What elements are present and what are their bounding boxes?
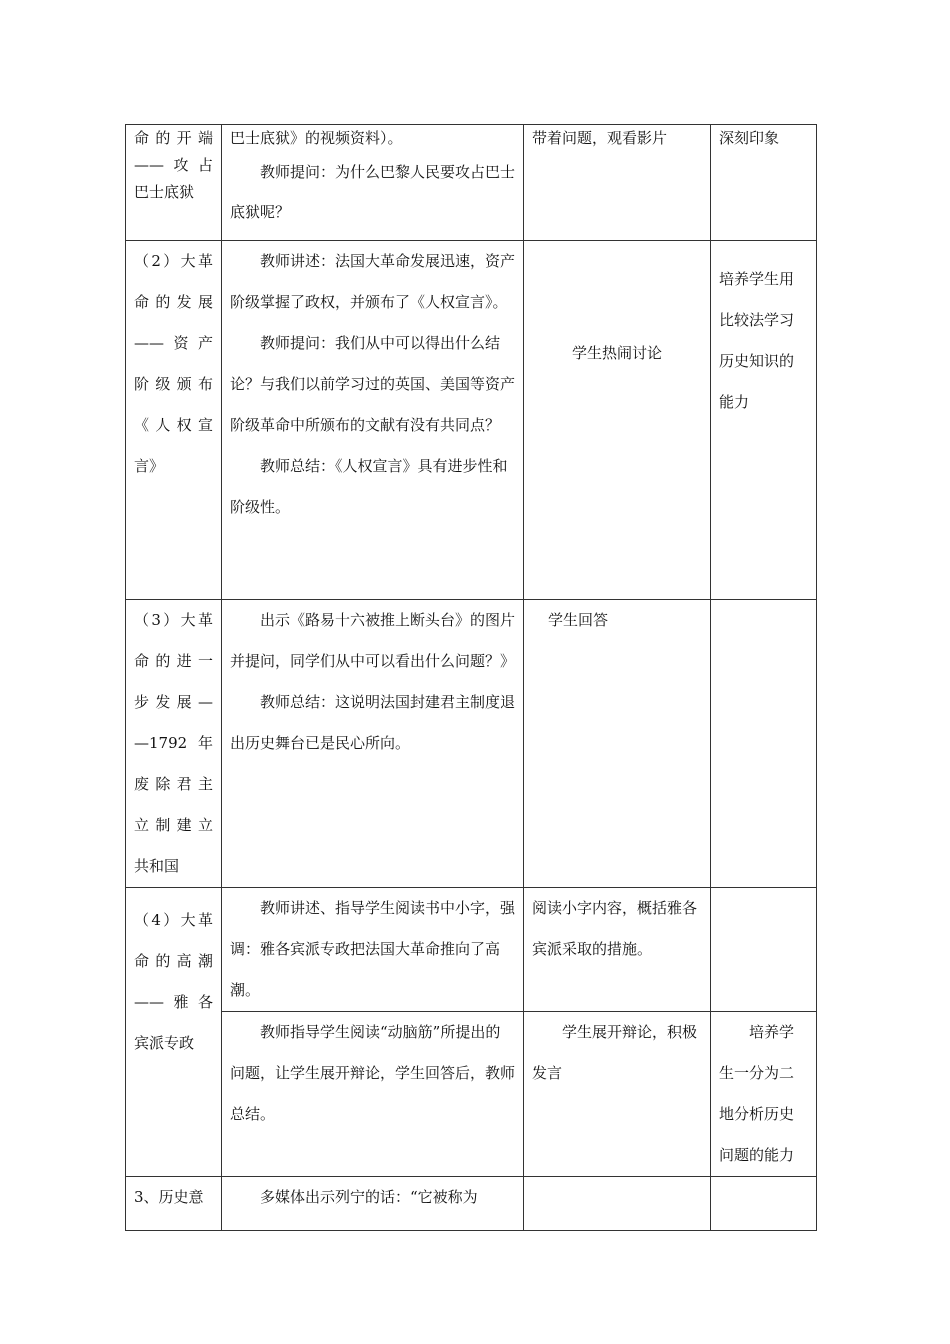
purpose-cell — [711, 125, 817, 241]
student-activity-cell — [524, 888, 711, 1012]
table-row — [126, 600, 817, 888]
student-text: 学生展开辩论，积极发言 — [532, 1023, 698, 1082]
stage-line: 共和国 — [134, 857, 180, 875]
stage-line: —1792 年 — [134, 734, 213, 752]
teacher-text: 教师总结：这说明法国封建君主制度退出历史舞台已是民心所向。 — [230, 693, 516, 752]
stage-cell — [126, 1177, 222, 1231]
table-row — [126, 888, 817, 1012]
teacher-text: 教师指导学生阅读“动脑筋”所提出的问题，让学生展开辩论，学生回答后，教师总结。 — [230, 1023, 516, 1123]
stage-line: （2）大革 — [134, 252, 213, 270]
teacher-text: 巴士底狱》的视频资料）。 — [230, 129, 403, 147]
teacher-text: 教师提问：为什么巴黎人民要攻占巴士底狱呢？ — [230, 163, 516, 221]
stage-line: （4）大革 — [134, 911, 213, 929]
purpose-cell — [711, 600, 817, 888]
purpose-text: 培养学生一分为二地分析历史问题的能力 — [719, 1023, 795, 1164]
table-row — [126, 1177, 817, 1231]
teacher-activity-cell — [222, 125, 524, 241]
stage-line: 立制建立 — [134, 816, 213, 834]
teacher-text: 教师讲述：法国大革命发展迅速，资产阶级掌握了政权，并颁布了《人权宣言》。 — [230, 252, 516, 311]
table-row — [126, 241, 817, 600]
student-activity-cell — [524, 1177, 711, 1231]
teacher-text: 出示《路易十六被推上断头台》的图片并提问，同学们从中可以看出什么问题？》 — [230, 611, 516, 670]
teacher-activity-cell — [222, 888, 524, 1012]
purpose-cell — [711, 1012, 817, 1177]
teacher-activity-cell — [222, 600, 524, 888]
stage-line: 《人权宣 — [134, 416, 213, 434]
student-text: 阅读小字内容，概括雅各宾派采取的措施。 — [532, 899, 698, 958]
student-text: 带着问题，观看影片 — [532, 129, 668, 147]
stage-line: 废除君主 — [134, 775, 213, 793]
student-activity-cell — [524, 241, 711, 600]
teacher-activity-cell — [222, 1177, 524, 1231]
teacher-activity-cell — [222, 1012, 524, 1177]
teacher-text: 教师讲述、指导学生阅读书中小字，强调：雅各宾派专政把法国大革命推向了高潮。 — [230, 899, 516, 999]
stage-cell — [126, 888, 222, 1177]
stage-line: ——雅各 — [134, 993, 213, 1011]
stage-line: 命的高潮 — [134, 952, 213, 970]
student-activity-cell — [524, 125, 711, 241]
purpose-cell — [711, 1177, 817, 1231]
purpose-cell — [711, 241, 817, 600]
stage-line: 步发展— — [134, 693, 213, 711]
stage-line: 命的进一 — [134, 652, 213, 670]
teacher-activity-cell — [222, 241, 524, 600]
stage-line: ——攻占 — [134, 156, 213, 174]
table-row — [126, 125, 817, 241]
stage-line: 命的发展 — [134, 293, 213, 311]
student-text: 学生热闹讨论 — [571, 344, 662, 362]
teacher-text: 多媒体出示列宁的话：“它被称为 — [260, 1188, 478, 1206]
lesson-plan-table — [125, 124, 817, 1231]
purpose-text: 深刻印象 — [719, 129, 780, 147]
stage-line: 言》 — [134, 457, 165, 475]
table-row — [126, 1012, 817, 1177]
teacher-text: 教师提问：我们从中可以得出什么结论？与我们以前学习过的英国、美国等资产阶级革命中所颁布的文献有没有共同点？ — [230, 334, 516, 434]
stage-line: 3、历史意 — [134, 1188, 204, 1206]
teacher-text: 教师总结：《人权宣言》具有进步性和阶级性。 — [230, 457, 508, 516]
stage-line: 巴士底狱 — [134, 183, 195, 201]
student-text: 学生回答 — [548, 611, 609, 629]
stage-line: 宾派专政 — [134, 1034, 195, 1052]
stage-line: 命的开端 — [134, 129, 213, 147]
purpose-cell — [711, 888, 817, 1012]
student-activity-cell — [524, 1012, 711, 1177]
purpose-text: 培养学生用比较法学习历史知识的能力 — [719, 270, 795, 411]
stage-cell — [126, 241, 222, 600]
stage-cell — [126, 125, 222, 241]
stage-line: ——资产 — [134, 334, 213, 352]
student-activity-cell — [524, 600, 711, 888]
stage-line: （3）大革 — [134, 611, 213, 629]
stage-cell — [126, 600, 222, 888]
stage-line: 阶级颁布 — [134, 375, 213, 393]
